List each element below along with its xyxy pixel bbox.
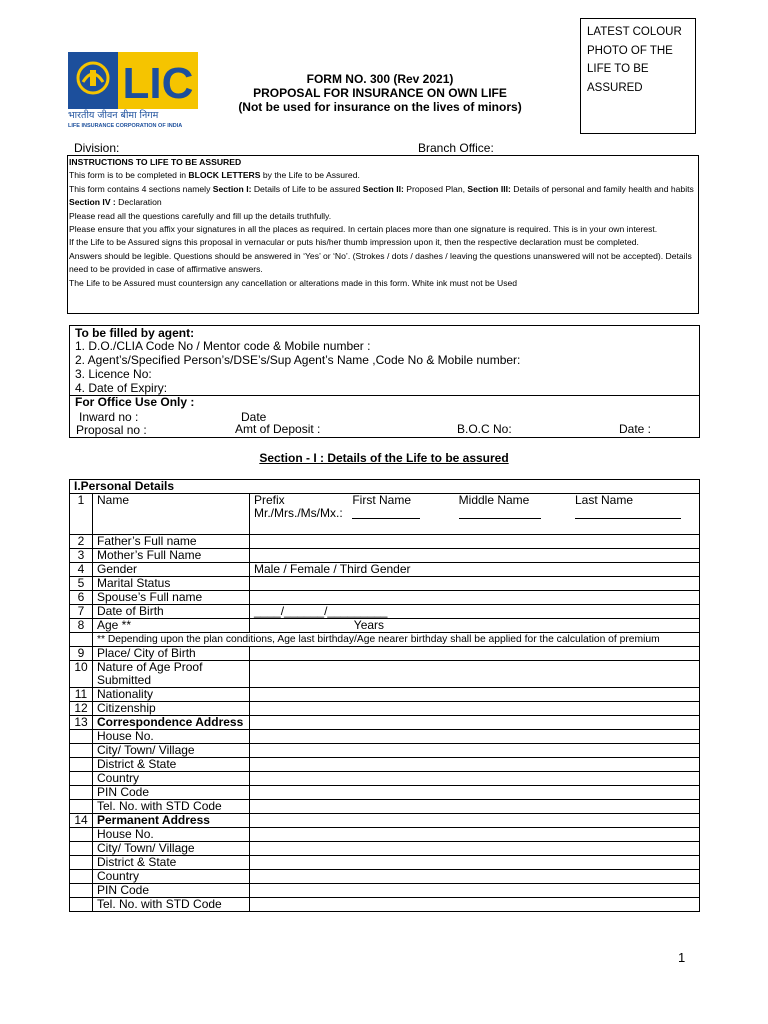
row-label: Place/ City of Birth — [93, 647, 250, 661]
field-value[interactable]: Years — [250, 619, 700, 633]
table-row — [70, 633, 700, 647]
table-row — [70, 772, 700, 786]
field-value[interactable] — [250, 842, 700, 856]
row-label: Citizenship — [93, 702, 250, 716]
row-label: Nationality — [93, 688, 250, 702]
table-row — [70, 730, 700, 744]
agent-name-field[interactable]: 2. Agent’s/Specified Person’s/DSE’s/Sup Agent’s Name ,Code No & Mobile number: — [75, 353, 521, 367]
instruction-line: If the Life to be Assured signs this proposal in vernacular or puts his/her thumb impression upon it, then the respective declaration must be completed. — [69, 237, 639, 248]
field-value[interactable] — [250, 828, 700, 842]
logo-brand: LIC — [122, 59, 194, 108]
row-label: House No. — [93, 828, 250, 842]
inward-date-field[interactable]: Date — [241, 410, 267, 424]
agent-box — [69, 325, 700, 438]
field-value[interactable] — [250, 647, 700, 661]
table-row — [70, 716, 700, 730]
row-label — [250, 716, 700, 730]
form-title-block — [210, 72, 550, 114]
row-label: Gender — [93, 563, 250, 577]
correspondence-heading: Correspondence Address — [93, 716, 250, 730]
row-number: 6 — [70, 591, 93, 605]
row-label: PIN Code — [93, 786, 250, 800]
row-number — [70, 730, 93, 744]
row-label: District & State — [93, 856, 250, 870]
row-label: PIN Code — [93, 884, 250, 898]
table-row — [70, 535, 700, 549]
form-title: PROPOSAL FOR INSURANCE ON OWN LIFE — [253, 86, 507, 100]
table-row — [70, 786, 700, 800]
table-row — [70, 800, 700, 814]
table-row — [70, 814, 700, 828]
row-label: Country — [93, 870, 250, 884]
row-label: House No. — [93, 730, 250, 744]
row-number: 10 — [70, 661, 93, 688]
field-value[interactable] — [250, 856, 700, 870]
row-number: 5 — [70, 577, 93, 591]
first-name-line[interactable] — [352, 507, 420, 519]
prefix-options: Mr./Mrs./Ms/Mx.: — [254, 506, 343, 520]
table-row — [70, 494, 700, 535]
deposit-amount-field[interactable]: Amt of Deposit : — [235, 422, 321, 436]
row-label: Tel. No. with STD Code — [93, 800, 250, 814]
row-label: Name — [93, 494, 250, 535]
row-number — [70, 758, 93, 772]
row-number — [70, 744, 93, 758]
office-use-heading: For Office Use Only : — [75, 395, 195, 409]
field-value[interactable] — [250, 744, 700, 758]
form-number: FORM NO. 300 (Rev 2021) — [306, 72, 454, 86]
middle-name-line[interactable] — [459, 507, 541, 519]
row-label: Mother’s Full Name — [93, 549, 250, 563]
inward-no-field[interactable]: Inward no : — [79, 410, 139, 424]
photo-box — [580, 18, 696, 134]
instruction-line: This form contains 4 sections namely Section I: Details of Life to be assured Section II: Proposed Plan, Section III: Details of personal and family health and habits Section IV : Declaration — [69, 183, 694, 208]
row-number: 13 — [70, 716, 93, 730]
instruction-line: Please ensure that you affix your signatures in all the places as required. In certain places more than one signature is required. This is in your own interest. — [69, 224, 658, 235]
prefix-label: Prefix — [254, 493, 285, 507]
table-row — [70, 758, 700, 772]
instruction-line: This form is to be completed in BLOCK LETTERS by the Life to be Assured. — [69, 170, 360, 181]
field-value[interactable] — [250, 577, 700, 591]
row-number: 8 — [70, 619, 93, 633]
row-label: Father’s Full name — [93, 535, 250, 549]
lic-logo — [68, 52, 198, 128]
row-number — [70, 842, 93, 856]
row-number — [70, 856, 93, 870]
branch-office-label: Branch Office: — [418, 141, 494, 155]
age-note: ** Depending upon the plan conditions, Age last birthday/Age nearer birthday shall be applied for the calculation of premium — [93, 633, 700, 647]
table-row — [70, 563, 700, 577]
row-number: 3 — [70, 549, 93, 563]
table-row — [70, 577, 700, 591]
form-subtitle: (Not be used for insurance on the lives of minors) — [238, 100, 522, 114]
personal-details-table — [69, 479, 700, 912]
last-name-label: Last Name — [574, 493, 634, 507]
row-number — [70, 884, 93, 898]
row-number — [70, 633, 93, 647]
row-number — [70, 898, 93, 912]
row-number — [70, 772, 93, 786]
permanent-heading: Permanent Address — [93, 814, 250, 828]
row-label: Age ** — [93, 619, 250, 633]
field-value[interactable]: ____/______/_________ — [250, 605, 700, 619]
row-number — [70, 800, 93, 814]
table-row — [70, 619, 700, 633]
table-row — [70, 688, 700, 702]
table-row — [70, 828, 700, 842]
photo-box-text: LATEST COLOUR PHOTO OF THE LIFE TO BE ASSURED — [587, 26, 682, 94]
table-row — [70, 744, 700, 758]
field-value[interactable] — [250, 758, 700, 772]
field-value[interactable] — [250, 730, 700, 744]
instruction-line: Answers should be legible. Questions should be answered in ‘Yes’ or ‘No’. (Strokes / dots / dashes / leaving the questions unanswered will not be accepted). Details need to be provided in case of affirmative answers. — [69, 250, 692, 275]
row-number — [70, 828, 93, 842]
middle-name-label: Middle Name — [458, 493, 530, 507]
first-name-label: First Name — [352, 493, 411, 507]
field-value[interactable] — [250, 898, 700, 912]
table-row — [70, 702, 700, 716]
row-number: 2 — [70, 535, 93, 549]
logo-english: LIFE INSURANCE CORPORATION OF INDIA — [68, 123, 183, 128]
row-number: 14 — [70, 814, 93, 828]
table-row — [70, 480, 700, 494]
row-number: 7 — [70, 605, 93, 619]
name-field[interactable] — [250, 494, 700, 535]
row-label: Date of Birth — [93, 605, 250, 619]
boc-no-field[interactable]: B.O.C No: — [457, 422, 512, 436]
last-name-line[interactable] — [575, 507, 681, 519]
table-row — [70, 842, 700, 856]
page-number: 1 — [678, 950, 686, 965]
personal-details-heading: I.Personal Details — [70, 480, 700, 494]
office-date-field[interactable]: Date : — [619, 422, 652, 436]
agent-code-field[interactable]: 1. D.O./CLIA Code No / Mentor code & Mobile number : — [75, 339, 371, 353]
table-row — [70, 898, 700, 912]
table-row — [70, 591, 700, 605]
logo-hindi: भारतीय जीवन बीमा निगम — [68, 110, 159, 121]
row-number: 9 — [70, 647, 93, 661]
row-label: City/ Town/ Village — [93, 744, 250, 758]
agent-heading: To be filled by agent: — [75, 326, 195, 340]
proposal-no-field[interactable]: Proposal no : — [76, 423, 147, 437]
expiry-date-field[interactable]: 4. Date of Expiry: — [75, 381, 168, 395]
field-value[interactable] — [250, 786, 700, 800]
row-number — [70, 786, 93, 800]
instructions-heading: INSTRUCTIONS TO LIFE TO BE ASSURED — [69, 157, 242, 167]
field-value[interactable] — [250, 772, 700, 786]
row-number — [70, 870, 93, 884]
row-number: 11 — [70, 688, 93, 702]
row-label: Country — [93, 772, 250, 786]
field-value[interactable] — [250, 549, 700, 563]
field-value[interactable] — [250, 535, 700, 549]
row-label: City/ Town/ Village — [93, 842, 250, 856]
instruction-line: The Life to be Assured must countersign any cancellation or alterations made in this form. White ink must not be Used — [69, 277, 518, 288]
table-row — [70, 856, 700, 870]
table-row — [70, 870, 700, 884]
row-label: Spouse’s Full name — [93, 591, 250, 605]
licence-no-field[interactable]: 3. Licence No: — [75, 367, 152, 381]
row-label: Marital Status — [93, 577, 250, 591]
field-value[interactable] — [250, 591, 700, 605]
row-number: 4 — [70, 563, 93, 577]
instruction-line: Please read all the questions carefully and fill up the details truthfully. — [69, 210, 332, 221]
field-value[interactable]: Male / Female / Third Gender — [250, 563, 700, 577]
table-row — [70, 647, 700, 661]
division-label: Division: — [74, 141, 120, 155]
table-row — [70, 549, 700, 563]
row-label: District & State — [93, 758, 250, 772]
field-value[interactable] — [250, 884, 700, 898]
row-label: Nature of Age Proof Submitted — [93, 661, 250, 688]
row-label — [250, 814, 700, 828]
section-title: Section - I : Details of the Life to be assured — [259, 451, 509, 465]
field-value[interactable] — [250, 702, 700, 716]
table-row — [70, 605, 700, 619]
row-number: 12 — [70, 702, 93, 716]
field-value[interactable] — [250, 661, 700, 688]
field-value[interactable] — [250, 800, 700, 814]
instructions-box — [67, 155, 699, 314]
field-value[interactable] — [250, 688, 700, 702]
row-number: 1 — [70, 494, 93, 535]
row-label: Tel. No. with STD Code — [93, 898, 250, 912]
table-row — [70, 661, 700, 688]
table-row — [70, 884, 700, 898]
field-value[interactable] — [250, 870, 700, 884]
